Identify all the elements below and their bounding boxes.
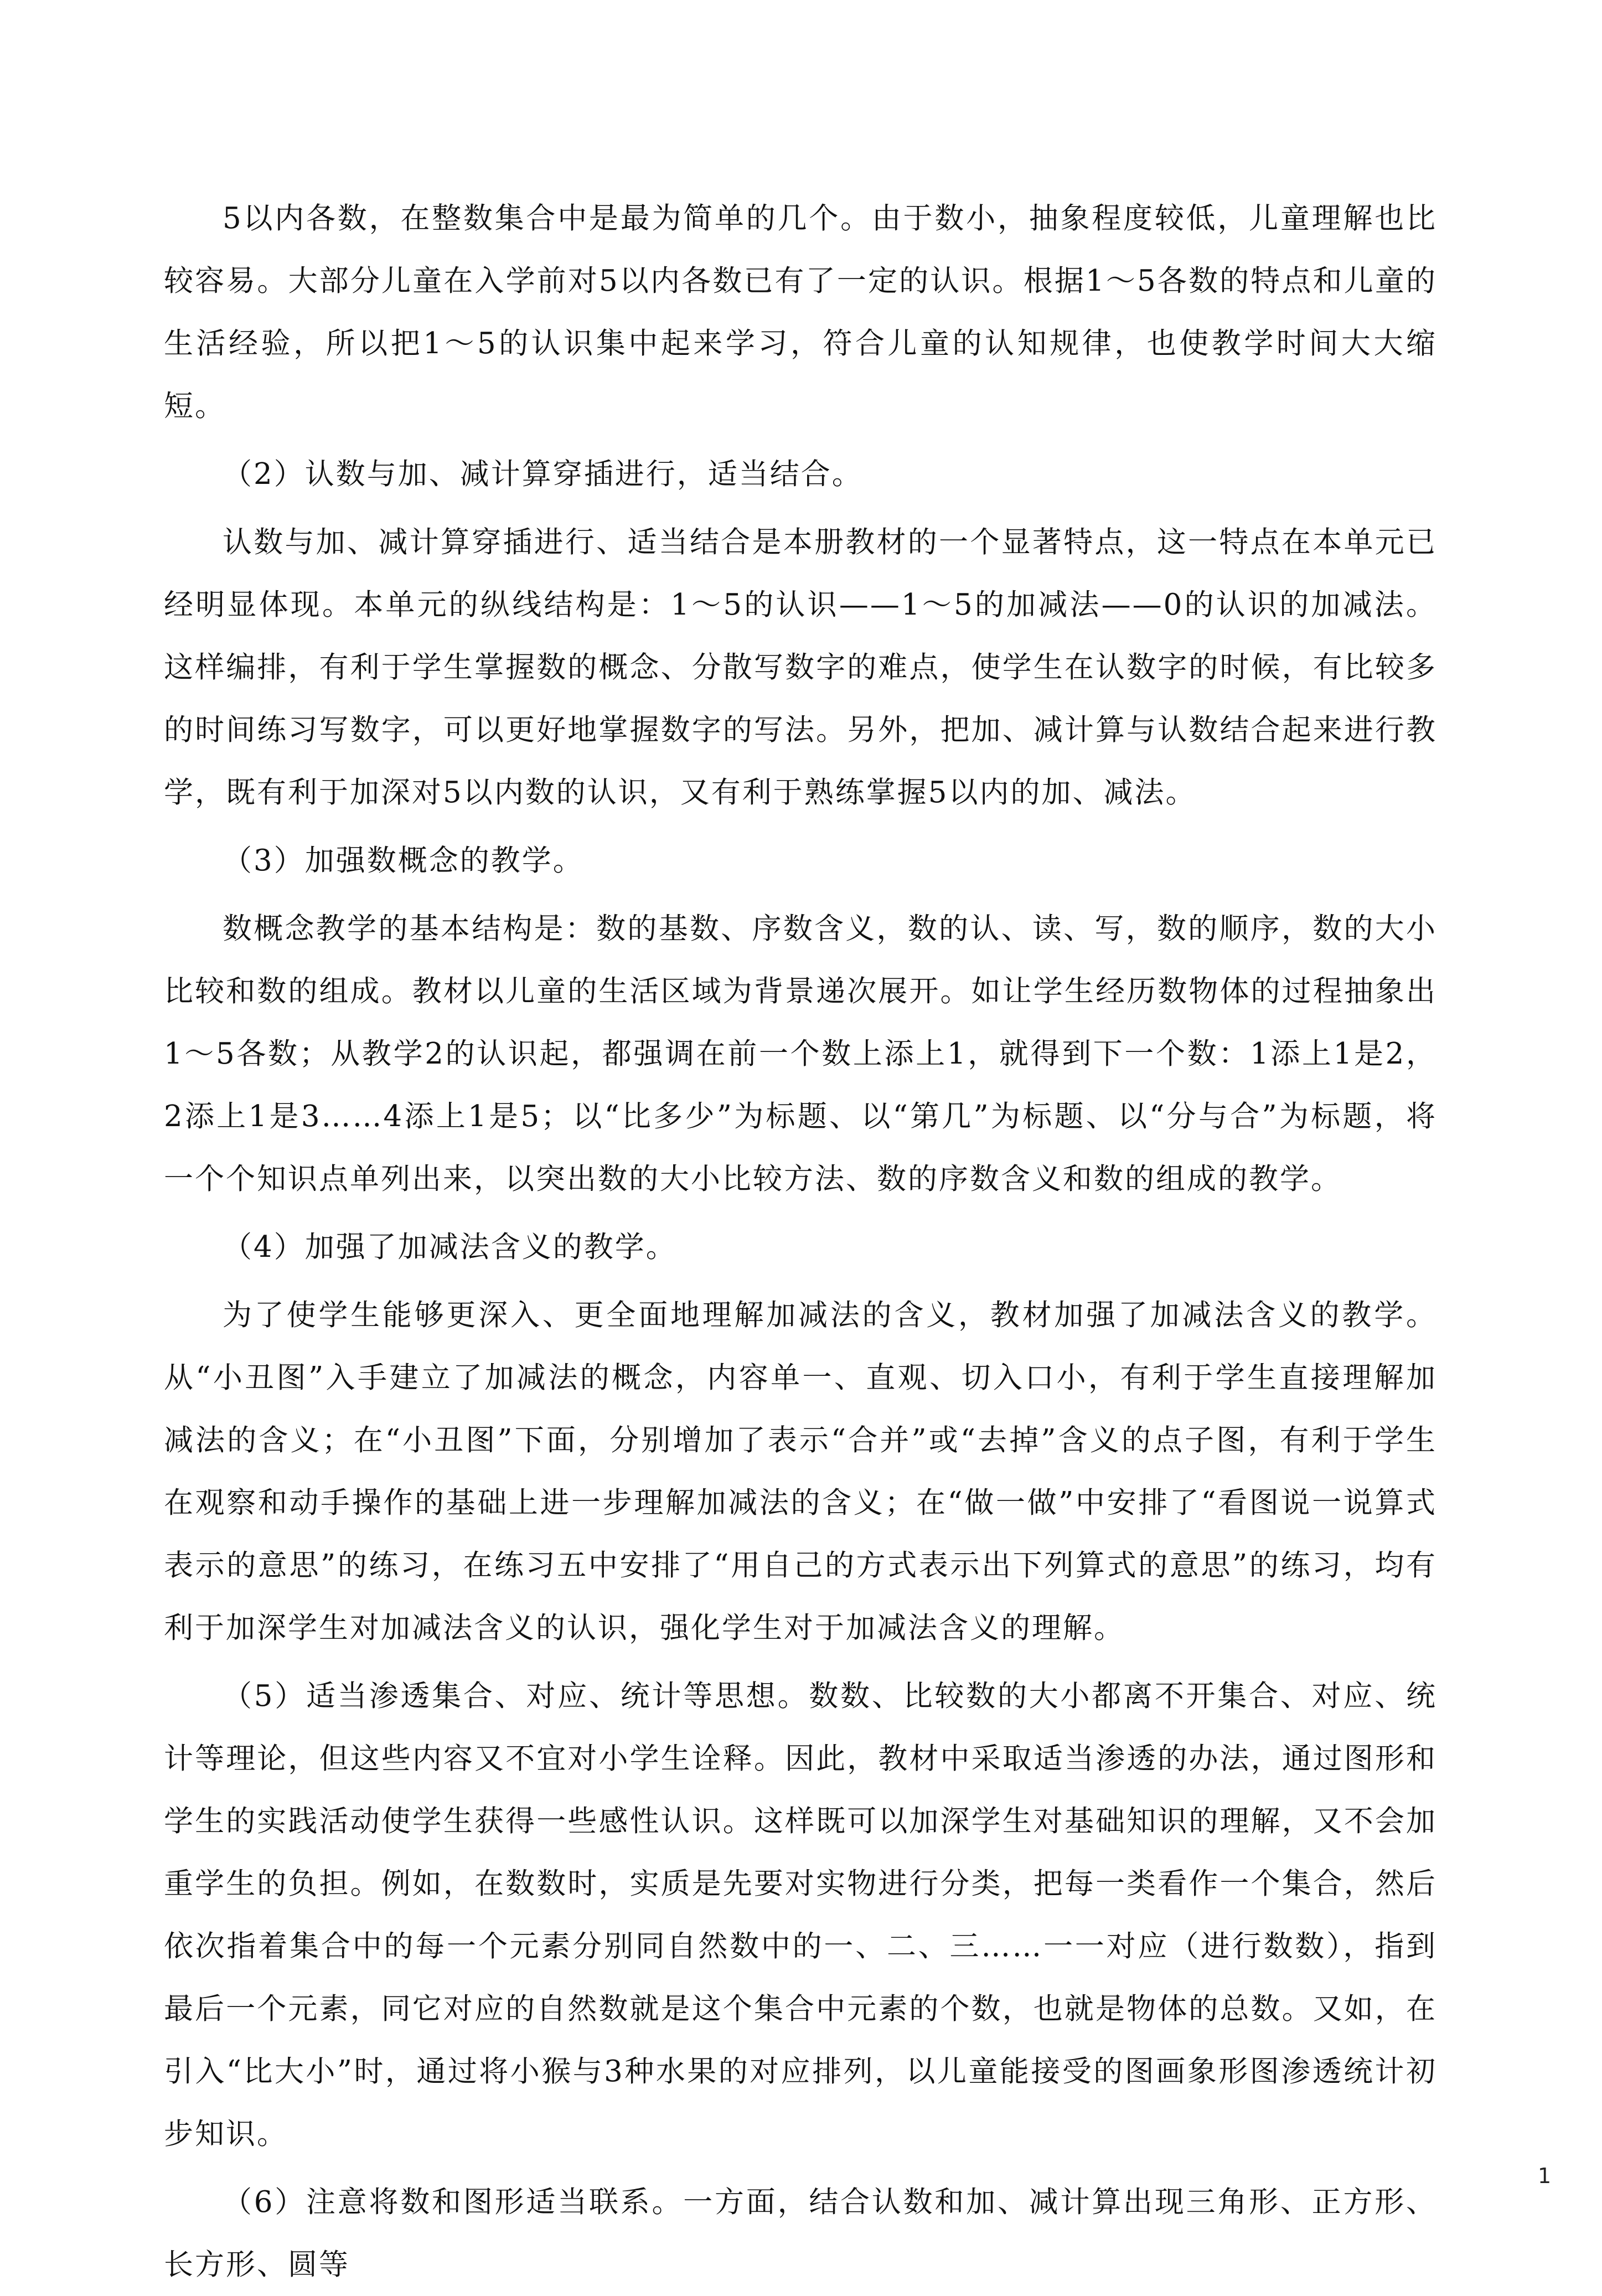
page-number: 1: [1538, 2164, 1552, 2188]
paragraph-heading-2: （2）认数与加、减计算穿插进行，适当结合。: [223, 457, 863, 491]
document-body: [164, 187, 1437, 2296]
paragraph-heading-3: （3）加强数概念的教学。: [223, 844, 584, 878]
paragraph-set-correspondence-statistics: （5）适当渗透集合、对应、统计等思想。数数、比较数的大小都离不开集合、对应、统计等理论，但这些内容又不宜对小学生诠释。因此，教材中采取适当渗透的办法，通过图形和学生的实践活动使学生获得一些感性认识。这样既可以加深学生对基础知识的理解，又不会加重学生的负担。例如，在数数时，实质是先要对实物进行分类，把每一类看作一个集合，然后依次指着集合中的每一个元素分别同自然数中的一、二、三……一一对应（进行数数），指到最后一个元素，同它对应的自然数就是这个集合中元素的个数，也就是物体的总数。又如，在引入“比大小”时，通过将小猴与3种水果的对应排列，以儿童能接受的图画象形图渗透统计初步知识。: [164, 1679, 1437, 2151]
paragraph-number-concept: 数概念教学的基本结构是：数的基数、序数含义，数的认、读、写，数的顺序，数的大小比较和数的组成。教材以儿童的生活区域为背景递次展开。如让学生经历数物体的过程抽象出1～5各数；从教学2的认识起，都强调在前一个数上添上1，就得到下一个数：1添上1是2，2添上1是3……4添上1是5；以“比多少”为标题、以“第几”为标题、以“分与合”为标题，将一个个知识点单列出来，以突出数的大小比较方法、数的序数含义和数的组成的教学。: [164, 912, 1437, 1196]
paragraph-counting-and-computation: 认数与加、减计算穿插进行、适当结合是本册教材的一个显著特点，这一特点在本单元已经明显体现。本单元的纵线结构是：1～5的认识——1～5的加减法——0的认识的加减法。这样编排，有利于学生掌握数的概念、分散写数字的难点，使学生在认数字的时候，有比较多的时间练习写数字，可以更好地掌握数字的写法。另外，把加、减计算与认数结合起来进行教学，既有利于加深对5以内数的认识，又有利于熟练掌握5以内的加、减法。: [164, 525, 1437, 809]
paragraph-heading-4: （4）加强了加减法含义的教学。: [223, 1230, 677, 1264]
paragraph-addition-subtraction-meaning: 为了使学生能够更深入、更全面地理解加减法的含义，教材加强了加减法含义的教学。从“小丑图”入手建立了加减法的概念，内容单一、直观、切入口小，有利于学生直接理解加减法的含义；在“小丑图”下面，分别增加了表示“合并”或“去掉”含义的点子图，有利于学生在观察和动手操作的基础上进一步理解加减法的含义；在“做一做”中安排了“看图说一说算式表示的意思”的练习，在练习五中安排了“用自己的方式表示出下列算式的意思”的练习，均有利于加深学生对加减法含义的认识，强化学生对于加减法含义的理解。: [164, 1298, 1437, 1645]
paragraph-numbers-and-shapes: （6）注意将数和图形适当联系。一方面，结合认数和加、减计算出现三角形、正方形、长方形、圆等: [164, 2185, 1437, 2282]
paragraph-intro: 5以内各数，在整数集合中是最为简单的几个。由于数小，抽象程度较低，儿童理解也比较容易。大部分儿童在入学前对5以内各数已有了一定的认识。根据1～5各数的特点和儿童的生活经验，所以把1～5的认识集中起来学习，符合儿童的认知规律，也使教学时间大大缩短。: [164, 202, 1437, 423]
